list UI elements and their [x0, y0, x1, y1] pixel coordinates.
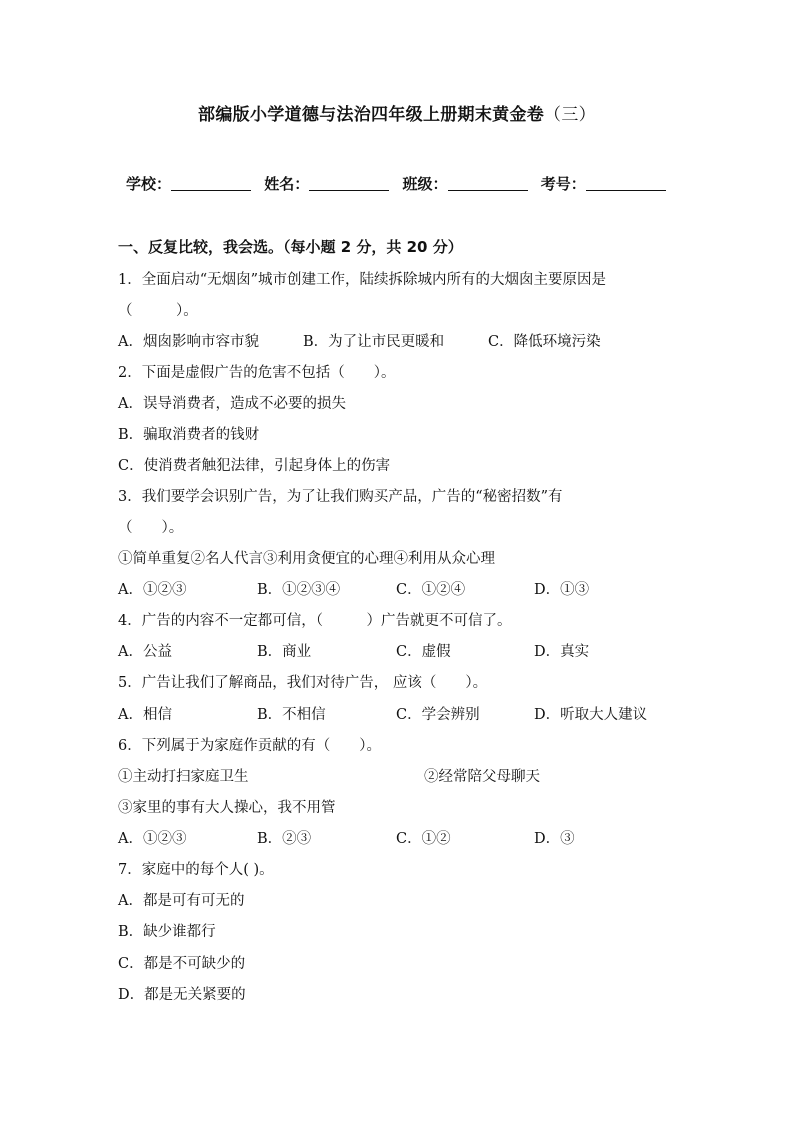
question-3-option-a: A．①②③	[118, 582, 187, 598]
question-3-items: ①简单重复②名人代言③利用贪便宜的心理④利用从众心理	[118, 551, 495, 567]
question-1-option-c: C．降低环境污染	[488, 334, 601, 350]
exam-no-field	[541, 173, 666, 194]
question-6-item-3: ③家里的事有大人操心，我不用管	[118, 800, 336, 816]
question-6-option-b: B．②③	[257, 831, 312, 847]
question-4-option-b: B．商业	[257, 644, 312, 660]
question-3-option-c: C．①②④	[396, 582, 466, 598]
question-5-option-a: A．相信	[118, 707, 172, 723]
question-5-stem: 5．广告让我们了解商品，我们对待广告， 应该（ ）。	[118, 675, 488, 691]
question-4-option-a: A．公益	[118, 644, 172, 660]
title-text: 部编版小学道德与法治四年级上册期末黄金卷	[198, 105, 545, 125]
exam-no-label: 考号：	[540, 175, 586, 193]
exam-no-blank[interactable]	[586, 176, 666, 191]
name-blank[interactable]	[309, 176, 389, 191]
question-2-option-b: B．骗取消费者的钱财	[118, 427, 260, 443]
question-5-option-b: B．不相信	[257, 707, 326, 723]
question-6-option-d: D．③	[534, 831, 575, 847]
question-3-stem-cont: （ ）。	[118, 520, 184, 536]
student-info-row	[126, 173, 686, 194]
school-field	[126, 173, 251, 194]
question-7-option-b: B．缺少谁都行	[118, 924, 216, 940]
question-7-stem: 7．家庭中的每个人( )。	[118, 862, 274, 878]
question-1-option-a: A．烟囱影响市容市貌	[118, 334, 259, 350]
question-1-stem: 1．全面启动“无烟囱”城市创建工作，陆续拆除城内所有的大烟囱主要原因是	[118, 272, 607, 288]
question-2-option-c: C．使消费者触犯法律，引起身体上的伤害	[118, 458, 391, 474]
page-title	[0, 100, 794, 125]
question-3-option-b: B．①②③④	[257, 582, 341, 598]
question-1-stem-cont: （ ）。	[118, 303, 198, 319]
question-7-option-d: D．都是无关紧要的	[118, 987, 246, 1003]
question-5-option-d: D．听取大人建议	[534, 707, 648, 723]
class-field	[403, 173, 528, 194]
question-4-option-d: D．真实	[534, 644, 590, 660]
section-heading: 一、反复比较，我会选。（每小题 2 分，共 20 分）	[118, 238, 463, 256]
class-blank[interactable]	[448, 176, 528, 191]
question-2-stem: 2．下面是虚假广告的危害不包括（ ）。	[118, 365, 396, 381]
class-label: 班级：	[402, 175, 448, 193]
question-1-option-b: B．为了让市民更暖和	[303, 334, 445, 350]
question-6-option-a: A．①②③	[118, 831, 187, 847]
question-6-option-c: C．①②	[396, 831, 451, 847]
question-4-option-c: C．虚假	[396, 644, 451, 660]
name-label: 姓名：	[264, 175, 310, 193]
question-6-stem: 6．下列属于为家庭作贡献的有（ ）。	[118, 738, 381, 754]
question-3-option-d: D．①③	[534, 582, 590, 598]
question-7-option-a: A．都是可有可无的	[118, 893, 245, 909]
title-suffix: （三）	[544, 105, 596, 125]
question-5-option-c: C．学会辨别	[396, 707, 480, 723]
question-6-item-2: ②经常陪父母聊天	[424, 769, 540, 785]
school-blank[interactable]	[171, 176, 251, 191]
question-7-option-c: C．都是不可缺少的	[118, 956, 246, 972]
question-3-stem: 3．我们要学会识别广告，为了让我们购买产品，广告的“秘密招数”有	[118, 489, 563, 505]
question-6-item-1: ①主动打扫家庭卫生	[118, 769, 249, 785]
name-field	[264, 173, 389, 194]
school-label: 学校：	[126, 175, 172, 193]
question-4-stem: 4．广告的内容不一定都可信，（ ）广告就更不可信了。	[118, 613, 512, 629]
question-2-option-a: A．误导消费者，造成不必要的损失	[118, 396, 346, 412]
